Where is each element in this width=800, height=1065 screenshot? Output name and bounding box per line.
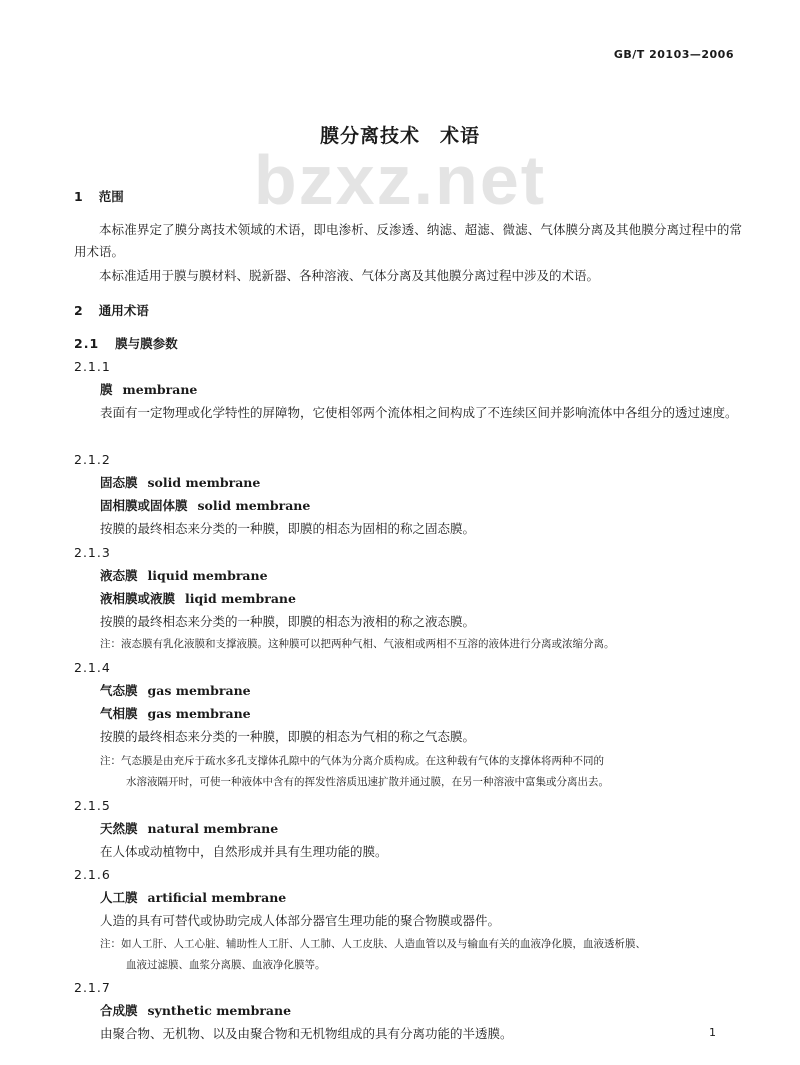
term-english: liquid membrane [147,568,268,583]
section-1-paragraph-1: 本标准界定了膜分离技术领域的术语，即电渗析、反渗透、纳滤、超滤、微滤、气体膜分离及其他膜分离过程中的常用术语。 [74,222,742,259]
term-english: gas membrane [147,683,251,698]
term-note-continued: 水溶液隔开时，可使一种液体中含有的挥发性溶质迅速扩散并通过膜，在另一种溶液中富集或分离出去。 [126,776,609,788]
watermark: bzxz.net [253,141,547,219]
term-english: liqid membrane [185,591,296,606]
section-number: 1 [74,189,83,204]
term-note-continued: 血液过滤膜、血浆分离膜、血液净化膜等。 [126,959,326,971]
clause-number: 2.1.6 [74,867,111,882]
page-number: 1 [709,1026,716,1039]
term-entry [74,680,742,702]
clause-number: 2.1.7 [74,980,111,995]
clause-number: 2.1.5 [74,798,111,813]
term-english: solid membrane [197,498,311,513]
section-1-heading [74,186,742,208]
section-2-heading [74,300,742,322]
term-chinese: 气态膜 [100,683,138,698]
standard-number: GB/T 20103—2006 [613,48,734,61]
section-number: 2 [74,303,83,318]
term-english: gas membrane [147,706,251,721]
term-chinese: 气相膜 [100,706,138,721]
section-title: 膜与膜参数 [115,336,178,351]
section-2-1-heading [74,333,742,355]
term-chinese: 合成膜 [100,1003,138,1018]
term-definition: 由聚合物、无机物、以及由聚合物和无机物组成的具有分离功能的半透膜。 [100,1026,513,1041]
section-1-paragraph-2: 本标准适用于膜与膜材料、脱新器、各种溶液、气体分离及其他膜分离过程中涉及的术语。 [99,268,600,283]
term-english: natural membrane [147,821,279,836]
term-note: 注：如人工肝、人工心脏、辅助性人工肝、人工肺、人工皮肤、人造血管以及与输血有关的血液净化膜，血液透析膜、 [100,938,646,950]
term-definition: 人造的具有可替代或协助完成人体部分器官生理功能的聚合物膜或器件。 [100,913,501,928]
term-english: artificial membrane [147,890,287,905]
term-entry [74,887,742,909]
clause-number: 2.1.2 [74,452,111,467]
term-synonym [74,495,742,517]
term-entry [74,818,742,840]
term-english: solid membrane [147,475,261,490]
page-title: 膜分离技术 术语 [319,125,480,147]
term-chinese: 液相膜或液膜 [100,591,176,606]
term-synonym [74,588,742,610]
term-chinese: 天然膜 [100,821,138,836]
term-definition: 按膜的最终相态来分类的一种膜，即膜的相态为固相的称之固态膜。 [100,521,476,536]
term-synonym [74,703,742,725]
term-entry [74,565,742,587]
term-note: 注：气态膜是由充斥于疏水多孔支撑体孔隙中的气体为分离介质构成。在这种载有气体的支撑体将两种不同的 [100,755,604,767]
term-chinese: 人工膜 [100,890,138,905]
section-title: 通用术语 [98,303,149,318]
term-chinese: 固相膜或固体膜 [100,498,188,513]
term-definition: 按膜的最终相态来分类的一种膜，即膜的相态为气相的称之气态膜。 [100,729,476,744]
term-entry [74,472,742,494]
term-note: 注：液态膜有乳化液膜和支撑液膜。这种膜可以把两种气相、气液相或两相不互溶的液体进行分离或浓缩分离。 [100,638,615,650]
term-entry [74,379,742,401]
section-title: 范围 [98,189,124,204]
term-english: membrane [122,382,198,397]
term-definition: 按膜的最终相态来分类的一种膜，即膜的相态为液相的称之液态膜。 [100,614,476,629]
term-entry [74,1000,742,1022]
term-english: synthetic membrane [147,1003,292,1018]
term-chinese: 膜 [100,382,113,397]
section-number: 2.1 [74,336,100,351]
term-chinese: 固态膜 [100,475,138,490]
term-chinese: 液态膜 [100,568,138,583]
clause-number: 2.1.3 [74,545,111,560]
clause-number: 2.1.4 [74,660,111,675]
term-definition: 表面有一定物理或化学特性的屏障物，它使相邻两个流体相之间构成了不连续区间并影响流体中各组分的透过速度。 [100,405,738,420]
clause-number: 2.1.1 [74,359,111,374]
term-definition: 在人体或动植物中，自然形成并具有生理功能的膜。 [100,844,388,859]
